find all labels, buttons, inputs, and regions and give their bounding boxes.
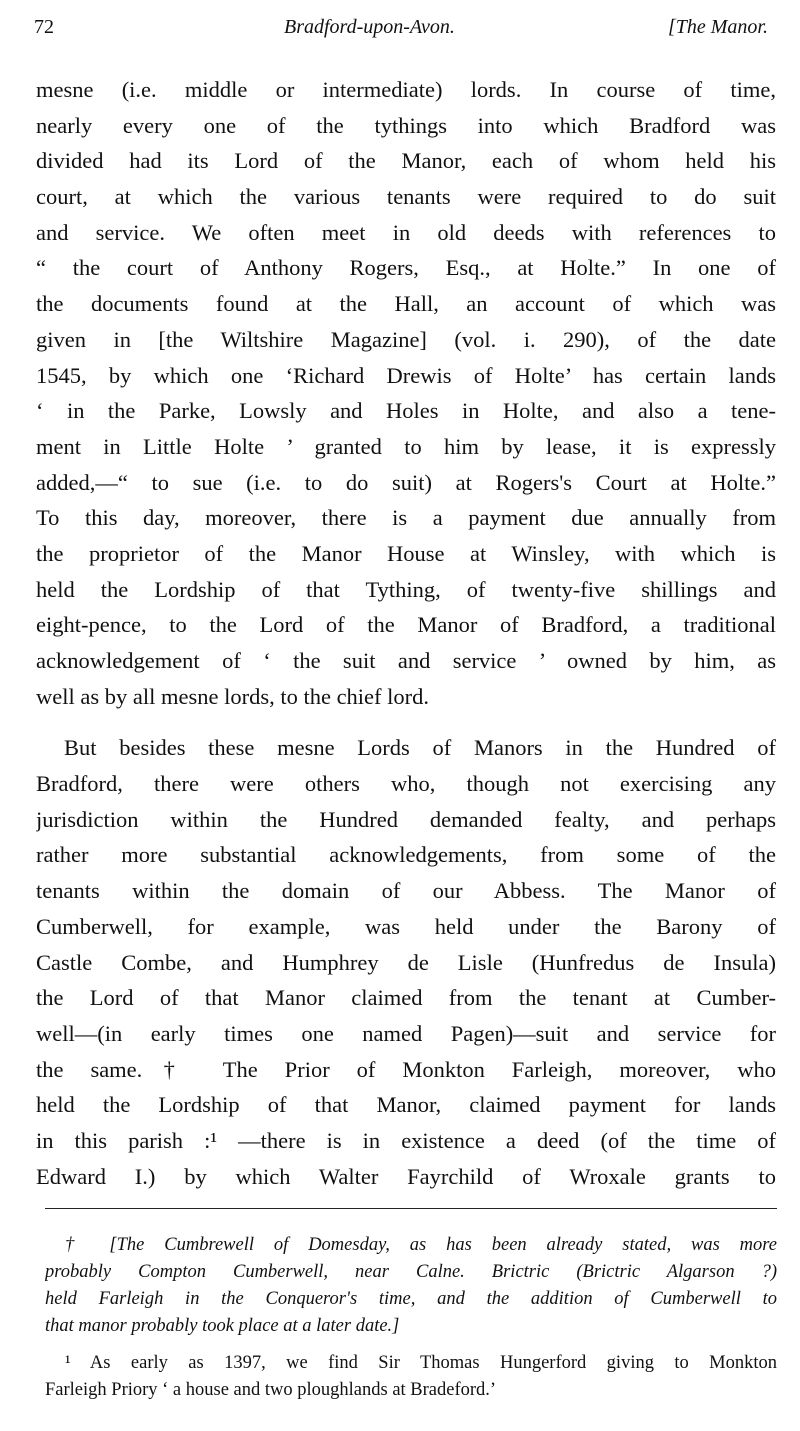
text-line: divided had its Lord of the Manor, each of whom held his — [36, 148, 776, 174]
text-line: Castle Combe, and Humphrey de Lisle (Hunfredus de Insula) — [36, 949, 776, 975]
text-line: added,—“ to sue (i.e. to do suit) at Rogers's Court at Holte.” — [36, 469, 776, 495]
footnote-line: held Farleigh in the Conqueror's time, and the addition of Cumberwell to — [45, 1289, 777, 1309]
text-line: the Lord of that Manor claimed from the tenant at Cumber- — [36, 985, 776, 1011]
text-line: in this parish :¹ —there is in existence a deed (of the time of — [36, 1127, 776, 1153]
text-line: the proprietor of the Manor House at Winsley, with which is — [36, 540, 776, 566]
text-line: well—(in early times one named Pagen)—suit and service for — [36, 1020, 776, 1046]
text-line: the documents found at the Hall, an account of which was — [36, 291, 776, 317]
text-line: “ the court of Anthony Rogers, Esq., at Holte.” In one of — [36, 255, 776, 281]
text-line: held the Lordship of that Tything, of twenty-five shillings and — [36, 576, 776, 602]
text-line: Edward I.) by which Walter Fayrchild of Wroxale grants to — [36, 1163, 776, 1189]
text-line: 1545, by which one ‘Richard Drewis of Holte’ has certain lands — [36, 362, 776, 388]
text-line: tenants within the domain of our Abbess. The Manor of — [36, 878, 776, 904]
main-text — [36, 72, 776, 1194]
text-line: given in [the Wiltshire Magazine] (vol. i. 290), of the date — [36, 326, 776, 352]
text-line: But besides these mesne Lords of Manors in the Hundred of — [64, 735, 776, 761]
text-line: rather more substantial acknowledgements, from some of the — [36, 842, 776, 868]
footnote-1 — [45, 1350, 777, 1404]
text-line: Cumberwell, for example, was held under the Barony of — [36, 913, 776, 939]
text-line: nearly every one of the tythings into which Bradford was — [36, 112, 776, 138]
text-line: mesne (i.e. middle or intermediate) lords. In course of time, — [36, 77, 776, 102]
text-line: ment in Little Holte ’ granted to him by lease, it is expressly — [36, 433, 776, 459]
footnote-line: ¹ As early as 1397, we find Sir Thomas Hungerford giving to Monkton — [65, 1353, 777, 1373]
footnote-line: that manor probably took place at a later date.] — [45, 1316, 400, 1336]
text-line: eight-pence, to the Lord of the Manor of Bradford, a traditional — [36, 612, 776, 638]
page-number: 72 — [34, 16, 54, 38]
text-line: jurisdiction within the Hundred demanded fealty, and perhaps — [36, 806, 776, 832]
text-line: court, at which the various tenants were required to do suit — [36, 184, 776, 210]
text-line: Bradford, there were others who, though not exercising any — [36, 771, 776, 797]
text-line: well as by all mesne lords, to the chief lord. — [36, 683, 430, 709]
paragraph-2 — [36, 730, 776, 1194]
text-line: and service. We often meet in old deeds with references to — [36, 219, 776, 245]
text-line: To this day, moreover, there is a payment due annually from — [36, 505, 776, 531]
running-title: Bradford-upon-Avon. — [284, 16, 455, 38]
text-line: held the Lordship of that Manor, claimed payment for lands — [36, 1092, 776, 1118]
text-line: acknowledgement of ‘ the suit and service ’ owned by him, as — [36, 648, 776, 673]
footnote-divider — [45, 1208, 777, 1209]
section-title: [The Manor. — [667, 16, 768, 38]
paragraph-1 — [36, 72, 776, 714]
page-header — [34, 16, 770, 46]
text-line: the same.† The Prior of Monkton Farleigh, moreover, who — [36, 1056, 776, 1082]
text-line: ‘ in the Parke, Lowsly and Holes in Holte, and also a tene- — [36, 398, 776, 424]
footnote-line: † [The Cumbrewell of Domesday, as has been already stated, was more — [65, 1235, 777, 1255]
footnote-line: Farleigh Priory ‘ a house and two ploughlands at Bradeford.’ — [45, 1380, 497, 1400]
footnote-line: probably Compton Cumberwell, near Calne. Brictric (Brictric Algarson ?) — [45, 1262, 777, 1282]
footnote-dagger — [45, 1232, 777, 1340]
